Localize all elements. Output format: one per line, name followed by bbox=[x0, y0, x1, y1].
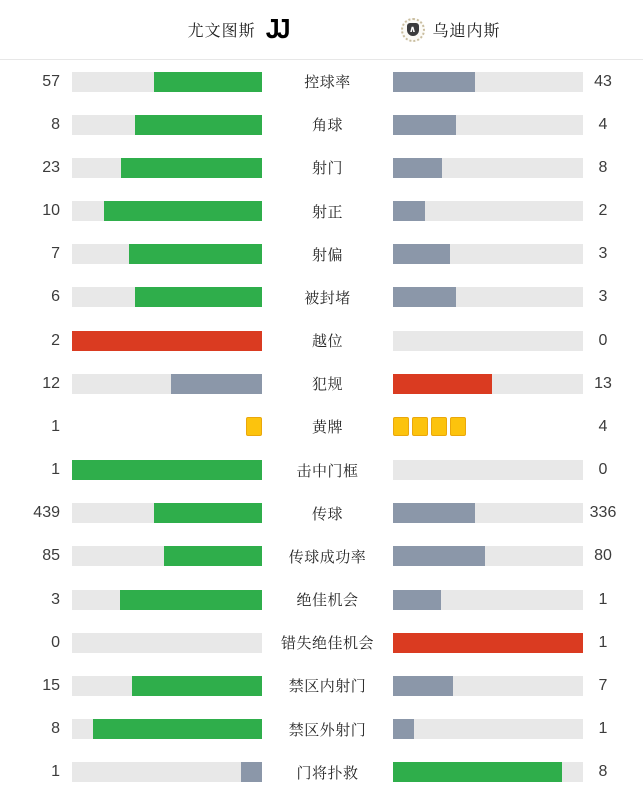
away-bar bbox=[393, 331, 583, 351]
away-value: 43 bbox=[594, 72, 612, 90]
away-bar bbox=[393, 503, 583, 523]
away-bar bbox=[393, 72, 583, 92]
away-bar bbox=[393, 546, 583, 566]
home-bar-fill bbox=[121, 158, 262, 178]
stat-row bbox=[0, 60, 643, 103]
away-value: 7 bbox=[598, 676, 608, 694]
home-bar bbox=[72, 331, 262, 351]
home-bar bbox=[72, 590, 262, 610]
away-value: 0 bbox=[598, 331, 608, 349]
stat-label: 传球 bbox=[311, 505, 343, 523]
stat-label: 被封堵 bbox=[304, 289, 351, 307]
home-value: 7 bbox=[51, 245, 60, 263]
home-bar bbox=[72, 460, 262, 480]
away-bar-fill bbox=[393, 244, 450, 264]
udinese-crest-chevron: ∧ bbox=[407, 23, 419, 36]
stat-label: 传球成功率 bbox=[288, 548, 367, 566]
away-value: 3 bbox=[598, 245, 608, 263]
home-bar-fill bbox=[135, 115, 262, 135]
away-bar bbox=[393, 762, 583, 782]
away-bar-fill bbox=[393, 503, 475, 523]
home-bar bbox=[72, 115, 262, 135]
away-bar bbox=[393, 244, 583, 264]
stat-row bbox=[0, 190, 643, 233]
home-bar bbox=[72, 546, 262, 566]
away-bar-fill bbox=[393, 633, 583, 653]
home-value: 8 bbox=[51, 720, 60, 738]
away-value: 2 bbox=[598, 202, 608, 220]
home-value: 15 bbox=[42, 676, 60, 694]
home-value: 3 bbox=[51, 590, 60, 608]
home-bar-fill bbox=[132, 676, 262, 696]
away-bar bbox=[393, 633, 583, 653]
home-value: 23 bbox=[42, 158, 60, 176]
away-bar-fill bbox=[393, 201, 425, 221]
stat-row bbox=[0, 621, 643, 664]
home-bar-fill bbox=[241, 762, 262, 782]
home-bar bbox=[72, 244, 262, 264]
away-bar-fill bbox=[393, 676, 453, 696]
away-value: 1 bbox=[598, 720, 608, 738]
stat-label: 射门 bbox=[311, 160, 343, 178]
away-value: 336 bbox=[589, 504, 617, 522]
away-value: 4 bbox=[598, 115, 608, 133]
home-value: 12 bbox=[42, 374, 60, 392]
match-stats-header bbox=[0, 0, 643, 60]
home-value: 85 bbox=[42, 547, 60, 565]
stat-label: 射正 bbox=[311, 203, 343, 221]
away-value: 8 bbox=[598, 158, 608, 176]
home-bar bbox=[72, 158, 262, 178]
home-bar-fill bbox=[120, 590, 263, 610]
home-bar bbox=[72, 503, 262, 523]
stat-row bbox=[0, 578, 643, 621]
home-value: 1 bbox=[51, 417, 60, 435]
stat-label: 击中门框 bbox=[296, 462, 359, 480]
stat-label: 绝佳机会 bbox=[296, 592, 359, 610]
stat-row bbox=[0, 319, 643, 362]
away-bar-fill bbox=[393, 287, 456, 307]
stat-row bbox=[0, 405, 643, 448]
away-bar bbox=[393, 201, 583, 221]
stat-label: 禁区内射门 bbox=[288, 678, 367, 696]
home-cards bbox=[72, 417, 262, 437]
home-bar bbox=[72, 633, 262, 653]
away-bar bbox=[393, 676, 583, 696]
away-cards bbox=[393, 417, 583, 437]
home-value: 1 bbox=[51, 763, 60, 781]
home-bar-fill bbox=[154, 72, 262, 92]
away-value: 0 bbox=[598, 461, 608, 479]
home-bar bbox=[72, 676, 262, 696]
away-bar-fill bbox=[393, 115, 456, 135]
away-bar bbox=[393, 719, 583, 739]
away-bar-fill bbox=[393, 72, 475, 92]
yellow-card-icon bbox=[412, 417, 428, 436]
stat-label: 门将扑救 bbox=[296, 764, 359, 782]
away-bar-fill bbox=[393, 546, 485, 566]
home-bar-fill bbox=[93, 719, 262, 739]
yellow-card-icon bbox=[393, 417, 409, 436]
away-bar-fill bbox=[393, 374, 492, 394]
home-bar-fill bbox=[164, 546, 262, 566]
stat-row bbox=[0, 492, 643, 535]
stat-label: 黄牌 bbox=[311, 419, 343, 437]
away-value: 4 bbox=[598, 417, 608, 435]
home-bar bbox=[72, 374, 262, 394]
away-value: 8 bbox=[598, 763, 608, 781]
away-bar-fill bbox=[393, 590, 441, 610]
away-bar bbox=[393, 374, 583, 394]
stat-label: 控球率 bbox=[304, 74, 351, 92]
home-bar-fill bbox=[129, 244, 262, 264]
home-bar bbox=[72, 201, 262, 221]
away-value: 1 bbox=[598, 590, 608, 608]
home-bar-fill bbox=[154, 503, 262, 523]
stat-row bbox=[0, 449, 643, 492]
home-bar-fill bbox=[72, 460, 262, 480]
home-bar bbox=[72, 72, 262, 92]
home-bar-fill bbox=[135, 287, 262, 307]
home-team-header bbox=[0, 13, 322, 45]
away-bar bbox=[393, 115, 583, 135]
away-bar bbox=[393, 158, 583, 178]
home-bar-fill bbox=[104, 201, 262, 221]
stat-label: 禁区外射门 bbox=[288, 721, 367, 739]
home-bar bbox=[72, 762, 262, 782]
stat-label: 犯规 bbox=[311, 376, 343, 394]
home-value: 439 bbox=[33, 504, 60, 522]
away-value: 3 bbox=[598, 288, 608, 306]
stat-label: 越位 bbox=[311, 333, 343, 351]
home-value: 8 bbox=[51, 115, 60, 133]
home-value: 57 bbox=[42, 72, 60, 90]
away-value: 80 bbox=[594, 547, 612, 565]
away-bar-fill bbox=[393, 719, 414, 739]
home-bar-fill bbox=[171, 374, 262, 394]
away-bar-fill bbox=[393, 158, 442, 178]
yellow-card-icon bbox=[246, 417, 262, 436]
away-bar bbox=[393, 287, 583, 307]
udinese-crest-icon bbox=[401, 18, 425, 42]
stat-row bbox=[0, 276, 643, 319]
stat-row bbox=[0, 664, 643, 707]
stats-list bbox=[0, 60, 643, 794]
home-value: 1 bbox=[51, 461, 60, 479]
home-value: 0 bbox=[51, 633, 60, 651]
away-team-name: 乌迪内斯 bbox=[432, 23, 501, 40]
yellow-card-icon bbox=[450, 417, 466, 436]
stat-label: 错失绝佳机会 bbox=[280, 635, 374, 653]
away-value: 1 bbox=[598, 633, 608, 651]
away-bar-fill bbox=[393, 762, 562, 782]
away-bar bbox=[393, 460, 583, 480]
away-team-header bbox=[322, 18, 643, 42]
home-team-name: 尤文图斯 bbox=[187, 23, 256, 40]
stat-row bbox=[0, 751, 643, 794]
home-value: 10 bbox=[42, 202, 60, 220]
home-value: 6 bbox=[51, 288, 60, 306]
stat-label: 角球 bbox=[311, 117, 343, 135]
stat-row bbox=[0, 362, 643, 405]
home-bar bbox=[72, 287, 262, 307]
stat-row bbox=[0, 233, 643, 276]
home-bar-fill bbox=[72, 331, 262, 351]
stat-label: 射偏 bbox=[311, 246, 343, 264]
home-bar bbox=[72, 719, 262, 739]
home-value: 2 bbox=[51, 331, 60, 349]
away-value: 13 bbox=[594, 374, 612, 392]
stat-row bbox=[0, 708, 643, 751]
yellow-card-icon bbox=[431, 417, 447, 436]
stat-row bbox=[0, 146, 643, 189]
away-bar bbox=[393, 590, 583, 610]
juventus-logo-icon: JJ bbox=[265, 13, 288, 45]
stat-row bbox=[0, 103, 643, 146]
stat-row bbox=[0, 535, 643, 578]
